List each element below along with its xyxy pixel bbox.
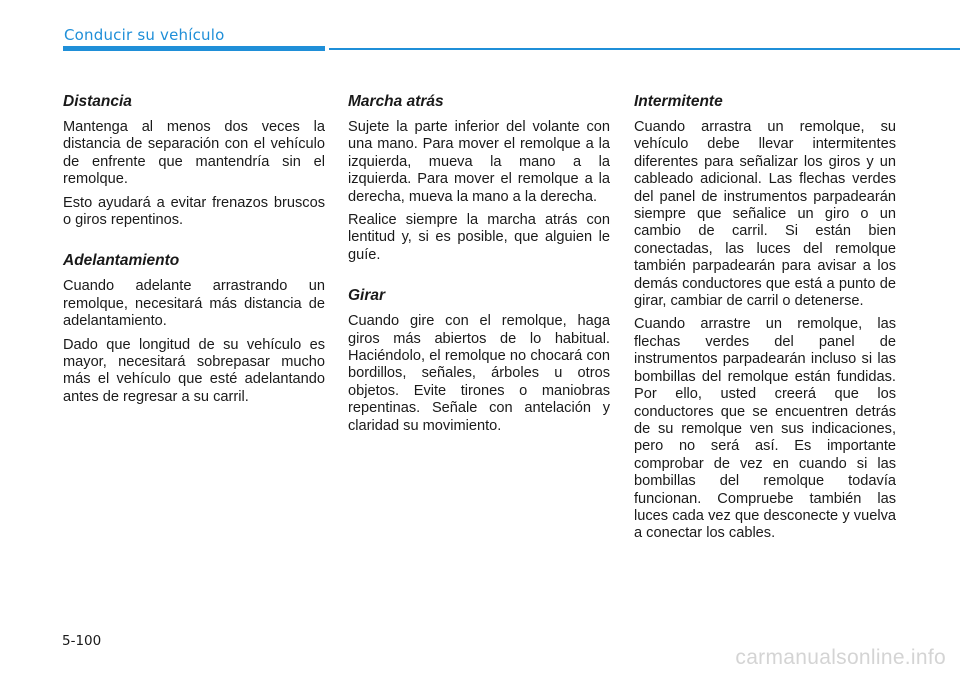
section-distancia bbox=[63, 92, 325, 229]
heading-intermitente: Intermitente bbox=[634, 93, 723, 110]
paragraph: Dado que longitud de su vehículo es mayor, necesitará sobrepasar mucho más el vehículo que esté adelantando antes de regresar a su carril. bbox=[63, 336, 325, 405]
paragraph: Realice siempre la marcha atrás con lentitud y, si es posible, que alguien le guíe. bbox=[348, 212, 610, 263]
heading-distancia: Distancia bbox=[63, 93, 132, 110]
header-rule-thin bbox=[329, 48, 960, 50]
column-1 bbox=[63, 92, 325, 428]
paragraph: Cuando arrastra un remolque, su vehículo debe llevar intermitentes diferentes para señalizar los giros y un cableado adicional. Las flechas verdes del panel de instrumentos parpadearán siempre que señalice un giro o un cambio de carril. Si están bien conectadas, las luces del remolque también parpadearán para avisar a los demás conductores que está a punto de girar, cambiar de carril o detenerse. bbox=[634, 119, 896, 310]
paragraph: Esto ayudará a evitar frenazos bruscos o giros repentinos. bbox=[63, 194, 325, 229]
paragraph: Cuando arrastre un remolque, las flechas verdes del panel de instrumentos parpadearán incluso si las bombillas del remolque están fundidas. Por ello, usted creerá que los conductores que se encuentren detrás de su remolque ven sus indicaciones, pero no será así. Es importante comprobar de vez en cuando si las bombillas del remolque todavía funcionan. Compruebe también las luces cada vez que desconecte y vuelva a conectar los cables. bbox=[634, 316, 896, 542]
section-intermitente bbox=[634, 92, 896, 543]
heading-marcha-atras: Marcha atrás bbox=[348, 93, 444, 110]
section-adelantamiento bbox=[63, 251, 325, 406]
paragraph: Mantenga al menos dos veces la distancia de separación con el vehículo de enfrente que mantendría sin el remolque. bbox=[63, 119, 325, 188]
heading-adelantamiento: Adelantamiento bbox=[63, 252, 180, 270]
section-girar bbox=[348, 286, 610, 435]
heading-girar: Girar bbox=[348, 287, 386, 305]
header-rule-thick bbox=[63, 46, 325, 51]
paragraph: Cuando gire con el remolque, haga giros más abiertos de lo habitual. Haciéndolo, el remolque no chocará con bordillos, señales, árboles u otros objetos. Evite tirones o maniobras repentinas. Señale con antelación y claridad su movimiento. bbox=[348, 313, 610, 434]
watermark: carmanualsonline.info bbox=[735, 646, 946, 669]
column-2 bbox=[348, 92, 610, 457]
section-marcha-atras bbox=[348, 92, 610, 264]
paragraph: Sujete la parte inferior del volante con una mano. Para mover el remolque a la izquierda, mueva la mano a la izquierda. Para mover el remolque a la derecha, mueva la mano a la derecha. bbox=[348, 119, 610, 205]
section-title: Conducir su vehículo bbox=[64, 26, 225, 44]
page-number: 5-100 bbox=[62, 633, 102, 649]
paragraph: Cuando adelante arrastrando un remolque, necesitará más distancia de adelantamiento. bbox=[63, 278, 325, 330]
column-3 bbox=[634, 92, 896, 565]
